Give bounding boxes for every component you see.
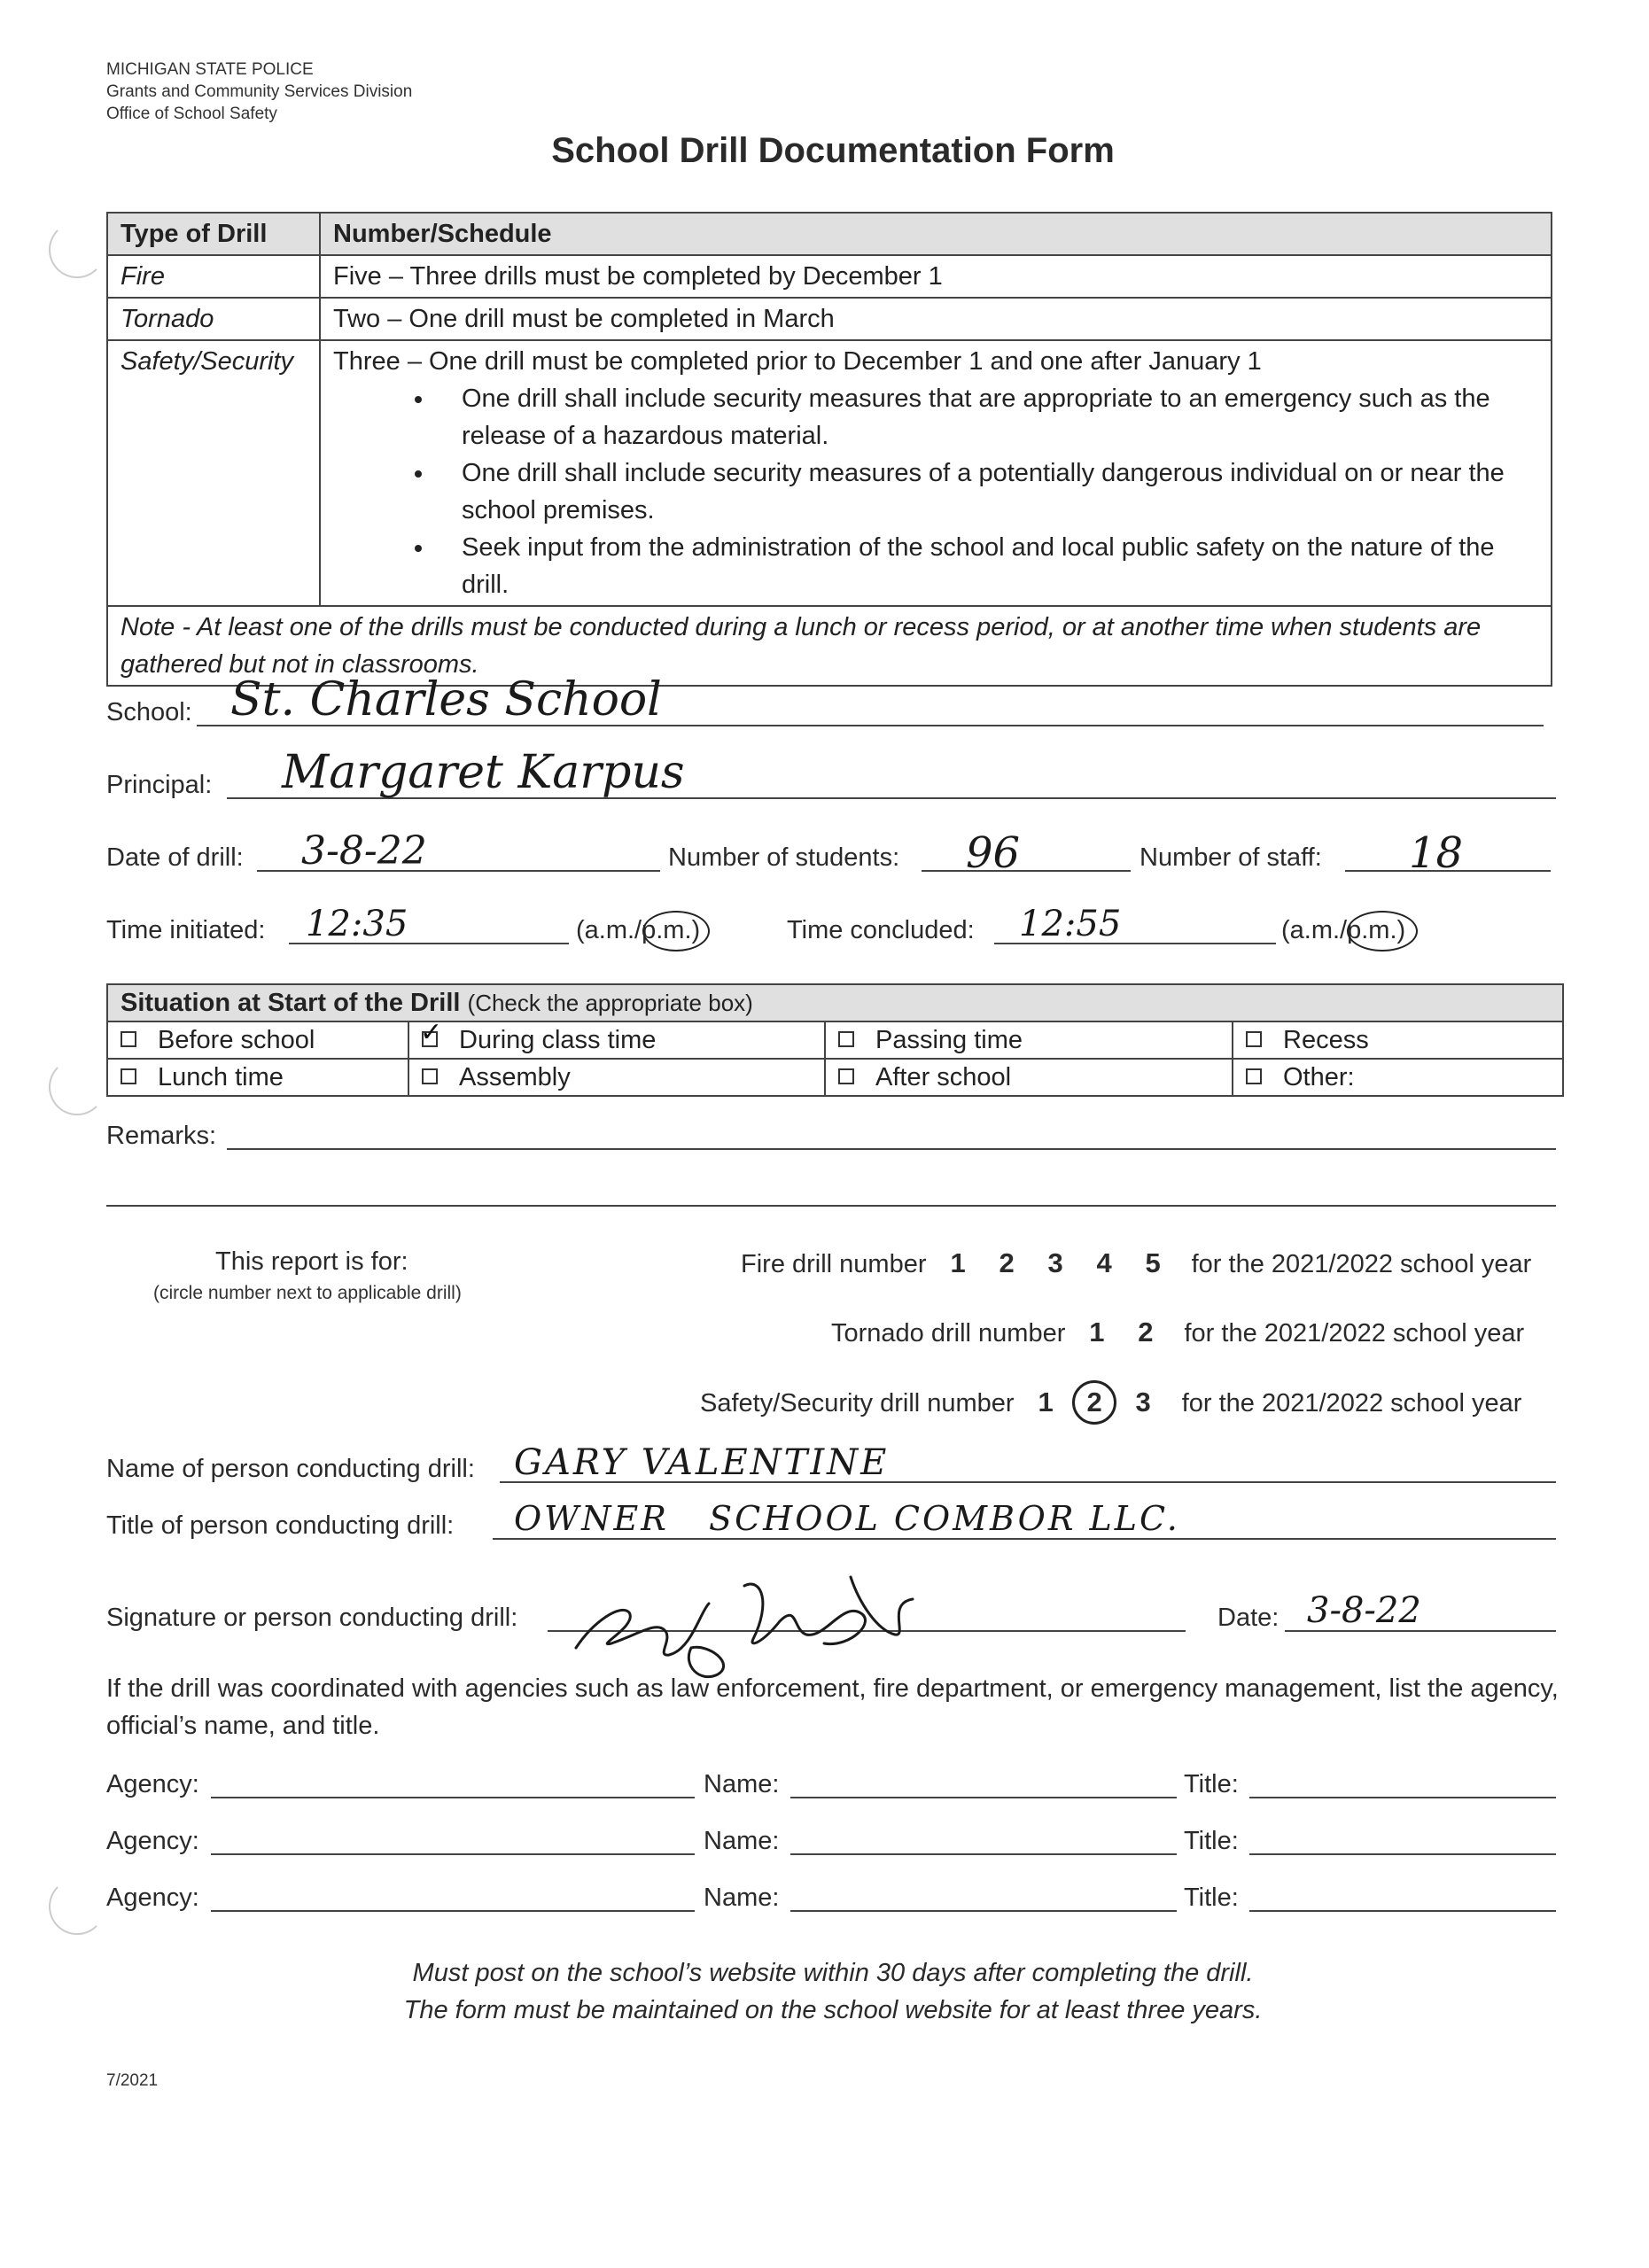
situation-option-label: Passing time [875,1026,1023,1054]
agency-title-label: Title: [1184,1884,1239,1912]
list-item: • One drill shall include security measures of a potentially dangerous individual on or near the school premises. [435,454,1538,529]
agency-name-field[interactable] [790,1797,1177,1798]
col-header-type: Type of Drill [107,213,320,255]
form-title: School Drill Documentation Form [551,131,1115,170]
drill-type-tornado: Tornado [107,298,320,340]
agency-name-field[interactable] [790,1853,1177,1855]
situation-table [106,983,1564,1097]
agency-name-label: Name: [704,1827,780,1855]
agency-name: MICHIGAN STATE POLICE [106,60,314,79]
signature-image [558,1550,930,1683]
safety-year-text: for the 2021/2022 school year [1181,1389,1522,1418]
school-value[interactable]: St. Charles School [230,673,662,726]
conductor-title-value[interactable]: OWNER SCHOOL COMBOR LLC. [514,1499,1180,1538]
fire-drill-label: Fire drill number [741,1250,927,1278]
pm-circle-mark [642,911,710,951]
footer-line-2: The form must be maintained on the school website for at least three years. [403,1996,1263,2024]
students-label: Number of students: [668,843,900,872]
agency-header [106,58,412,125]
agency-title-label: Title: [1184,1827,1239,1855]
agency-title-field[interactable] [1249,1910,1556,1912]
tornado-drill-number[interactable]: 1 [1089,1317,1105,1348]
safety-drill-number[interactable]: 1 [1038,1386,1054,1418]
division-name: Grants and Community Services Division [106,82,413,101]
situation-option[interactable] [408,1018,825,1059]
pm-circle-mark [1347,911,1418,951]
fire-drill-number[interactable]: 3 [1047,1247,1063,1278]
fire-drill-number[interactable]: 1 [950,1247,966,1278]
checkbox[interactable] [121,1068,136,1084]
checkbox-checked[interactable]: ✓ [420,1018,443,1048]
footer-instructions [0,1954,1649,2029]
situation-option[interactable] [825,1059,1233,1096]
safety-schedule-text: Three – One drill must be completed prior to December 1 and one after January 1 [333,347,1262,376]
situation-option[interactable] [408,1059,825,1096]
signature-date-value[interactable]: 3-8-22 [1307,1590,1421,1631]
time-concluded-ampm: (a.m./p.m.) [1281,916,1406,944]
agency-field[interactable] [211,1853,695,1855]
drill-type-fire: Fire [107,255,320,298]
safety-drill-number[interactable]: 3 [1135,1386,1151,1418]
situation-option[interactable] [107,1059,408,1096]
agency-field[interactable] [211,1910,695,1912]
students-line [922,870,1131,872]
signature-label: Signature or person conducting drill: [106,1604,518,1632]
revision-date: 7/2021 [106,2071,159,2090]
school-label: School: [106,698,192,726]
situation-option[interactable] [1233,1059,1563,1096]
remarks-label: Remarks: [106,1122,217,1150]
list-item: • Seek input from the administration of the school and local public safety on the nature of the drill. [435,529,1538,603]
situation-option[interactable] [107,1021,408,1059]
agency-name-label: Name: [704,1884,780,1912]
drill-note: Note - At least one of the drills must be conducted during a lunch or recess period, or at another time when students are gathered but not in classrooms. [107,606,1552,686]
situation-instruction: (Check the appropriate box) [467,990,753,1016]
agency-field[interactable] [211,1797,695,1798]
situation-option-label: After school [875,1063,1012,1091]
punch-hole [49,1878,105,1935]
time-initiated-ampm: (a.m./p.m.) [576,916,701,944]
report-for-instruction: (circle number next to applicable drill) [153,1283,462,1303]
drill-schedule-tornado: Two – One drill must be completed in March [320,298,1552,340]
fire-year-text: for the 2021/2022 school year [1191,1250,1532,1278]
tornado-drill-number[interactable]: 2 [1138,1317,1154,1348]
situation-option[interactable] [825,1021,1233,1059]
safety-drill-row [700,1380,1521,1425]
situation-option[interactable] [1233,1021,1563,1059]
drill-schedule-safety [320,340,1552,606]
remarks-line-2[interactable] [106,1205,1556,1207]
list-item: • One drill shall include security measures that are appropriate to an emergency such as the release of a hazardous material. [435,380,1538,454]
drill-schedule-fire: Five – Three drills must be completed by December 1 [320,255,1552,298]
fire-drill-row [741,1247,1531,1279]
checkbox[interactable] [121,1031,136,1047]
agency-title-field[interactable] [1249,1797,1556,1798]
signature-date-label: Date: [1217,1604,1280,1632]
safety-drill-label: Safety/Security drill number [700,1389,1015,1418]
conductor-name-label: Name of person conducting drill: [106,1455,475,1483]
students-value[interactable]: 96 [966,828,1021,878]
situation-option-label: Assembly [459,1063,571,1091]
conductor-name-value[interactable]: GARY VALENTINE [514,1442,890,1483]
fire-drill-number[interactable]: 4 [1096,1247,1112,1278]
remarks-line-1[interactable] [227,1148,1556,1150]
time-concluded-label: Time concluded: [787,916,975,944]
drill-requirements-table [106,212,1552,687]
office-name: Office of School Safety [106,105,277,123]
conductor-title-label: Title of person conducting drill: [106,1511,455,1540]
situation-option-label: Before school [158,1026,315,1054]
checkbox[interactable] [1246,1068,1262,1084]
agency-label: Agency: [106,1827,199,1855]
staff-value[interactable]: 18 [1409,828,1464,878]
checkbox[interactable] [838,1031,854,1047]
agency-name-field[interactable] [790,1910,1177,1912]
checkbox[interactable] [422,1068,438,1084]
col-header-schedule: Number/Schedule [320,213,1552,255]
circled-number: 2 [1072,1380,1116,1425]
time-concluded-value[interactable]: 12:55 [1019,904,1122,944]
agency-title-field[interactable] [1249,1853,1556,1855]
situation-header [107,984,1563,1021]
tornado-drill-row [831,1317,1524,1348]
tornado-drill-label: Tornado drill number [831,1319,1066,1348]
punch-hole [49,1059,105,1115]
tornado-year-text: for the 2021/2022 school year [1184,1319,1525,1348]
fire-drill-number[interactable]: 5 [1145,1247,1161,1278]
situation-option-label: During class time [459,1026,657,1054]
footer-line-1: Must post on the school’s website within 30 days after completing the drill. [412,1959,1254,1987]
coordination-instructions: If the drill was coordinated with agencies such as law enforcement, fire department, or emergency management, list the agency, official’s name, and title. [106,1674,1559,1740]
principal-value[interactable]: Margaret Karpus [282,746,685,799]
date-of-drill-label: Date of drill: [106,843,244,872]
fire-drill-number[interactable]: 2 [999,1247,1015,1278]
agency-name-label: Name: [704,1770,780,1798]
agency-label: Agency: [106,1770,199,1798]
situation-option-label: Other: [1283,1063,1355,1091]
situation-title: Situation at Start of the Drill [121,989,461,1017]
safety-drill-number-circled[interactable] [1070,1380,1119,1425]
agency-label: Agency: [106,1884,199,1912]
safety-requirements-list [333,380,1538,603]
conductor-title-line [493,1538,1556,1540]
time-initiated-label: Time initiated: [106,916,266,944]
principal-label: Principal: [106,771,213,799]
situation-option-label: Lunch time [158,1063,284,1091]
checkbox[interactable] [838,1068,854,1084]
report-for-label: This report is for: [215,1247,408,1276]
time-initiated-value[interactable]: 12:35 [306,904,408,944]
agency-title-label: Title: [1184,1770,1239,1798]
drill-type-safety: Safety/Security [107,340,320,606]
punch-hole [49,221,105,278]
situation-option-label: Recess [1283,1026,1369,1054]
date-of-drill-value[interactable]: 3-8-22 [301,828,427,874]
checkbox[interactable] [1246,1031,1262,1047]
staff-label: Number of staff: [1140,843,1322,872]
